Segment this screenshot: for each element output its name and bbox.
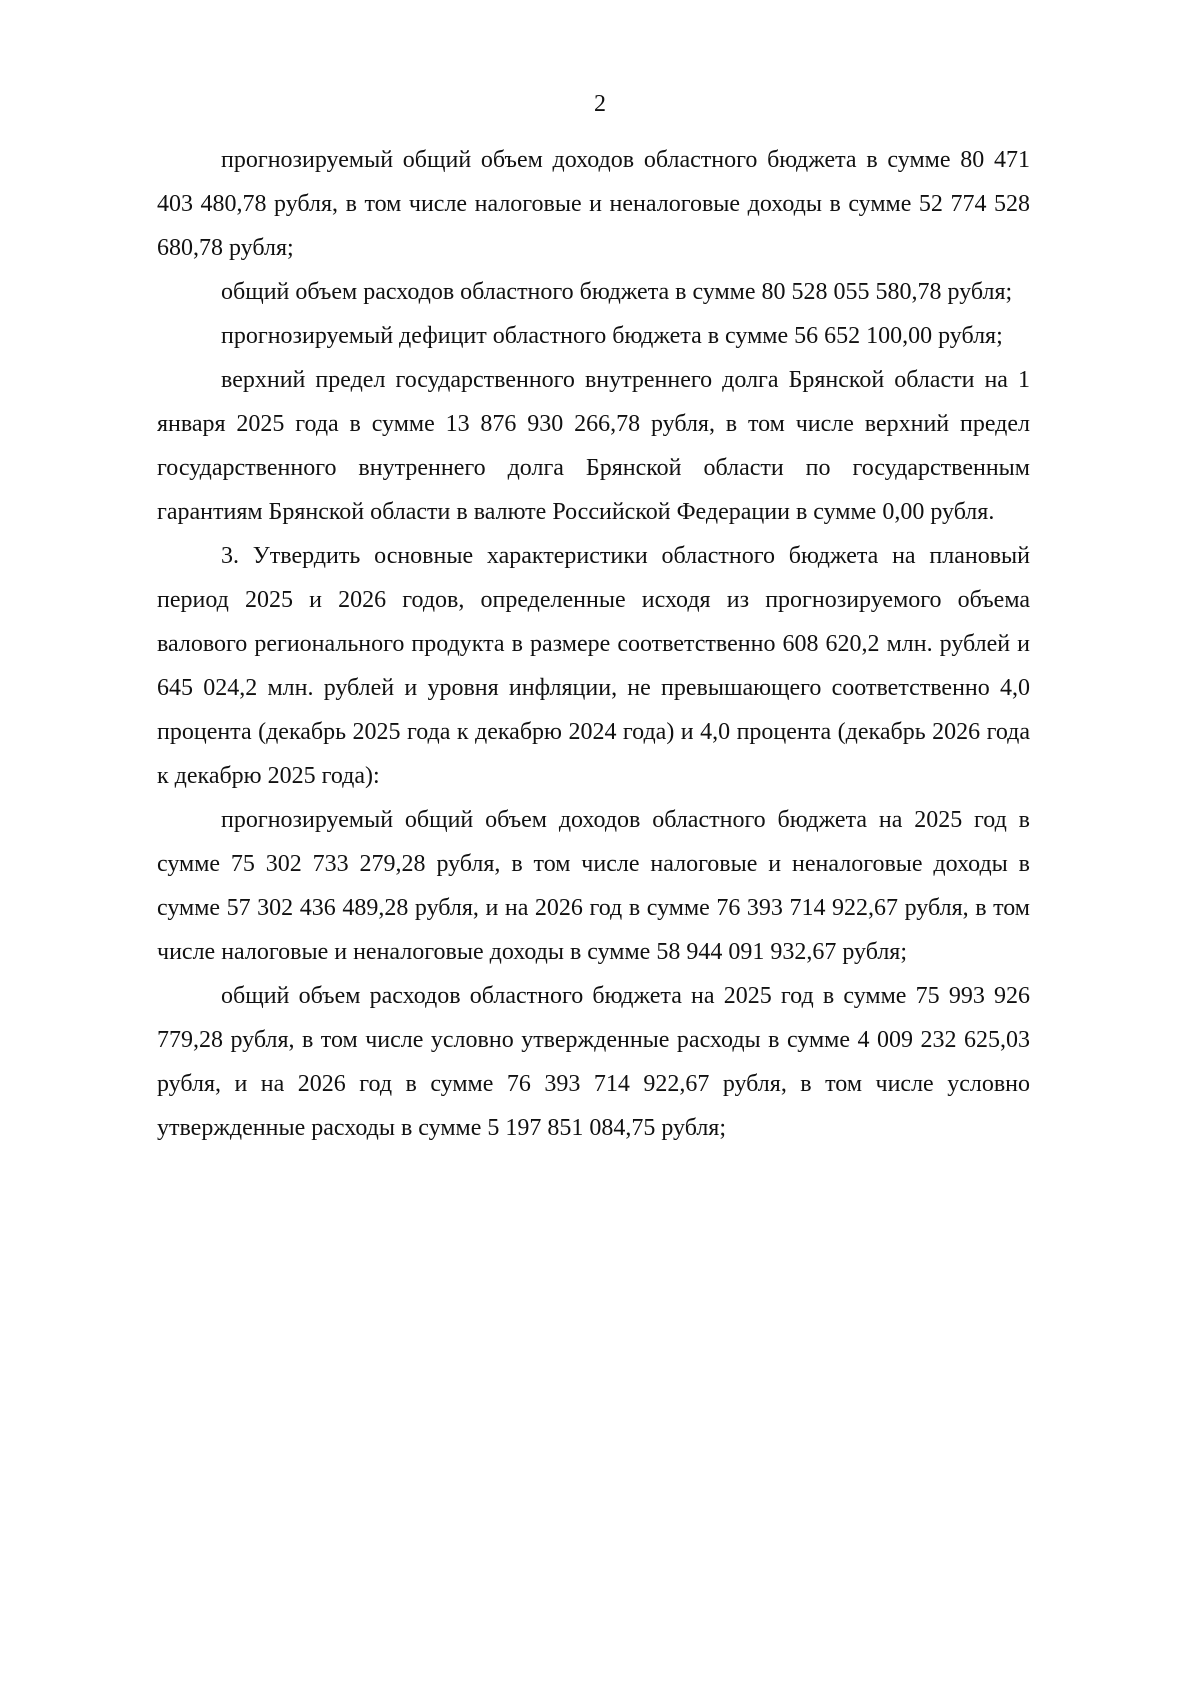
paragraph-projected-deficit: прогнозируемый дефицит областного бюджета в сумме 56 652 100,00 рубля; [221,323,1003,349]
paragraph-total-expenditure: общий объем расходов областного бюджета в сумме 80 528 055 580,78 рубля; [221,279,1013,305]
page-number: 2 [594,91,606,117]
paragraph-debt-upper-limit: верхний предел государственного внутреннего долга Брянской области на 1 января 2025 года в сумме 13 876 930 266,78 рубля, в том числе верхний предел государственного внутреннего долга Брянской области по государственным гарантиям Брянской области в валюте Российской Федерации в сумме 0,00 рубля. [157,367,1030,525]
document-body [157,138,1030,1150]
paragraph-projected-revenue: прогнозируемый общий объем доходов областного бюджета в сумме 80 471 403 480,78 рубля, в том числе налоговые и неналоговые доходы в сумме 52 774 528 680,78 рубля; [157,147,1030,261]
paragraph-section-3-planning-period: 3. Утвердить основные характеристики областного бюджета на плановый период 2025 и 2026 годов, определенные исходя из прогнозируемого объема валового регионального продукта в размере соответственно 608 620,2 млн. рублей и 645 024,2 млн. рублей и уровня инфляции, не превышающего соответственно 4,0 процента (декабрь 2025 года к декабрю 2024 года) и 4,0 процента (декабрь 2026 года к декабрю 2025 года): [157,543,1030,789]
paragraph-expenditure-2025-2026: общий объем расходов областного бюджета на 2025 год в сумме 75 993 926 779,28 рубля, в том числе условно утвержденные расходы в сумме 4 009 232 625,03 рубля, и на 2026 год в сумме 76 393 714 922,67 рубля, в том числе условно утвержденные расходы в сумме 5 197 851 084,75 рубля; [157,983,1030,1141]
paragraph-revenue-2025-2026: прогнозируемый общий объем доходов областного бюджета на 2025 год в сумме 75 302 733 279,28 рубля, в том числе налоговые и неналоговые доходы в сумме 57 302 436 489,28 рубля, и на 2026 год в сумме 76 393 714 922,67 рубля, в том числе налоговые и неналоговые доходы в сумме 58 944 091 932,67 рубля; [157,807,1030,965]
